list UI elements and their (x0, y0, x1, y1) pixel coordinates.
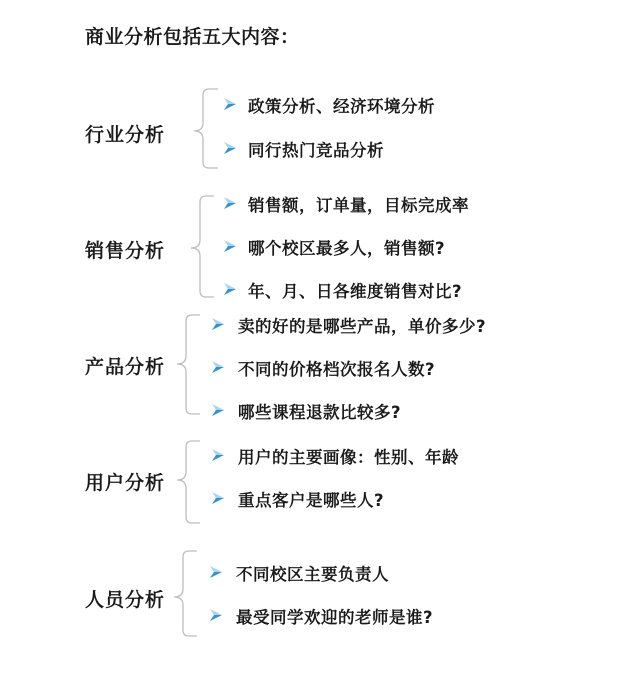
list-item: 最受同学欢迎的老师是谁? (236, 608, 434, 627)
list-item: 不同校区主要负责人 (236, 565, 389, 584)
category-label-industry: 行业分析 (85, 124, 166, 146)
list-item: 销售额，订单量，目标完成率 (248, 196, 469, 215)
list-item: 重点客户是哪些人? (238, 491, 385, 510)
list-item: 不同的价格档次报名人数? (238, 360, 436, 379)
list-item: 政策分析、经济环境分析 (248, 97, 435, 116)
list-item: 卖的好的是哪些产品，单价多少? (238, 317, 487, 336)
chevron-arrow-icon (210, 566, 222, 578)
category-label-product: 产品分析 (85, 356, 166, 378)
list-item: 哪个校区最多人，销售额? (248, 239, 446, 258)
category-label-sales: 销售分析 (85, 240, 166, 262)
page-title: 商业分析包括五大内容： (85, 26, 300, 48)
list-item: 同行热门竞品分析 (248, 141, 384, 160)
list-item: 用户的主要画像：性别、年龄 (238, 448, 459, 467)
chevron-arrow-icon (210, 609, 222, 621)
category-label-staff: 人员分析 (85, 589, 166, 611)
list-item: 哪些课程退款比较多? (238, 403, 402, 422)
category-label-user: 用户分析 (85, 472, 166, 494)
list-item: 年、月、日各维度销售对比? (248, 282, 463, 301)
